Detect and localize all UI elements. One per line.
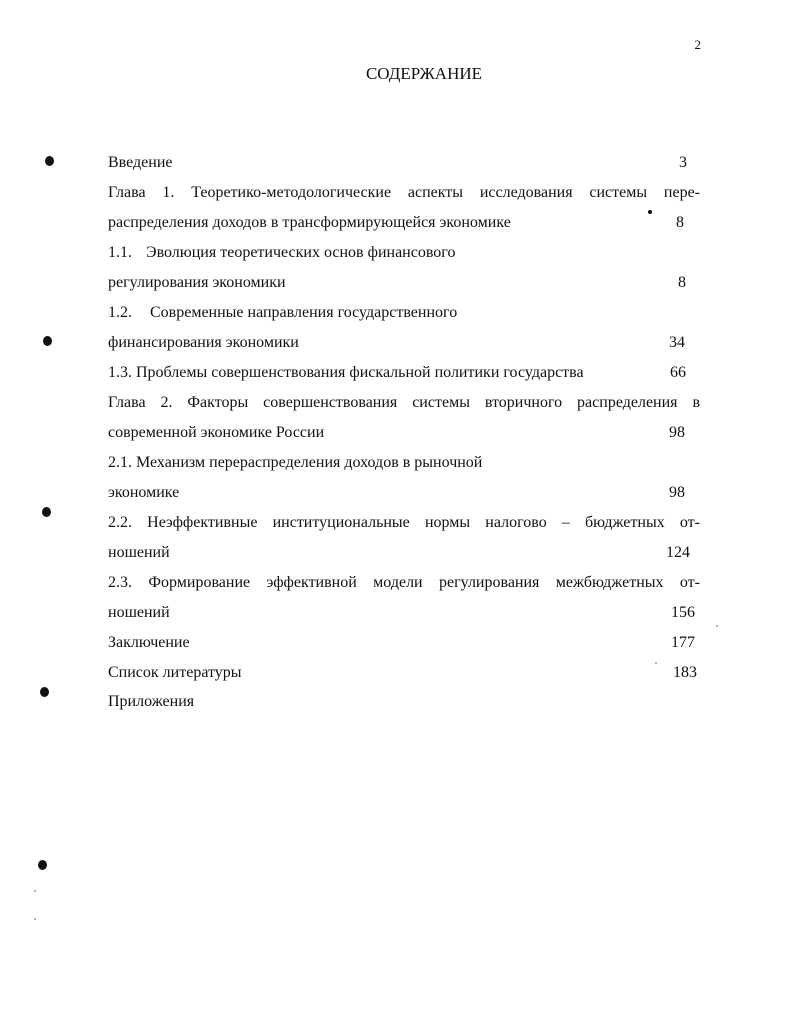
toc-s1-2-number: 1.2. <box>108 304 132 321</box>
toc-s2-2-page: 124 <box>666 544 690 561</box>
toc-s2-1-line1: 2.1. Механизм перераспределения доходов в рыночной <box>108 454 483 471</box>
punch-hole-4 <box>40 687 49 697</box>
toc-s2-2-line1: 2.2. Неэффективные институциональные нормы налогово – бюджетных от- <box>108 514 700 531</box>
scan-speck <box>716 625 718 627</box>
punch-hole-3 <box>42 507 51 517</box>
toc-chapter2-page: 98 <box>669 424 685 441</box>
toc-references-label: Список литературы <box>108 664 242 681</box>
toc-s1-2-page: 34 <box>669 334 685 351</box>
toc-s1-1-line1 <box>108 244 455 262</box>
scan-speck <box>34 918 36 920</box>
toc-chapter2-line1: Глава 2. Факторы совершенствования системы вторичного распределения в <box>108 394 700 411</box>
toc-s1-2-title: Современные направления государственного <box>150 304 458 321</box>
scan-speck <box>34 890 36 892</box>
scan-speck <box>648 210 652 214</box>
toc-chapter1-line1: Глава 1. Теоретико-методологические аспекты исследования системы пере- <box>108 184 700 201</box>
toc-s2-3-page: 156 <box>671 604 695 621</box>
toc-s2-2-line2: ношений <box>108 544 170 561</box>
toc-s1-2-line2: финансирования экономики <box>108 334 299 351</box>
toc-chapter2-line2: современной экономике России <box>108 424 325 441</box>
toc-conclusion-label: Заключение <box>108 634 190 651</box>
toc-intro-page: 3 <box>679 154 687 171</box>
toc-intro-label: Введение <box>108 154 173 171</box>
punch-hole-5 <box>38 860 47 870</box>
punch-hole-2 <box>43 336 52 346</box>
toc-conclusion-page: 177 <box>671 634 695 651</box>
punch-hole-1 <box>45 156 54 166</box>
toc-s2-1-line2: экономике <box>108 484 180 501</box>
toc-s2-3-line2: ношений <box>108 604 170 621</box>
toc-s1-1-title: Эволюция теоретических основ финансового <box>146 244 456 261</box>
page-title: СОДЕРЖАНИЕ <box>365 64 483 83</box>
toc-chapter1-page: 8 <box>676 214 684 231</box>
toc-references-page: 183 <box>673 664 697 681</box>
toc-chapter1-line2: распределения доходов в трансформирующейся экономике <box>108 214 511 231</box>
toc-s1-1-number: 1.1. <box>108 244 132 261</box>
toc-s1-3-label: 1.3. Проблемы совершенствования фискальной политики государства <box>108 364 584 381</box>
scan-speck <box>655 662 657 664</box>
page-number: 2 <box>694 37 701 52</box>
toc-s1-1-page: 8 <box>678 274 686 291</box>
toc-s2-3-line1: 2.3. Формирование эффективной модели регулирования межбюджетных от- <box>108 574 700 591</box>
toc-appendix-label: Приложения <box>108 693 195 710</box>
toc-s1-2-line1 <box>108 304 457 322</box>
toc-s1-3-page: 66 <box>670 364 686 381</box>
toc-s2-1-page: 98 <box>669 484 685 501</box>
toc-s1-1-line2: регулирования экономики <box>108 274 286 291</box>
